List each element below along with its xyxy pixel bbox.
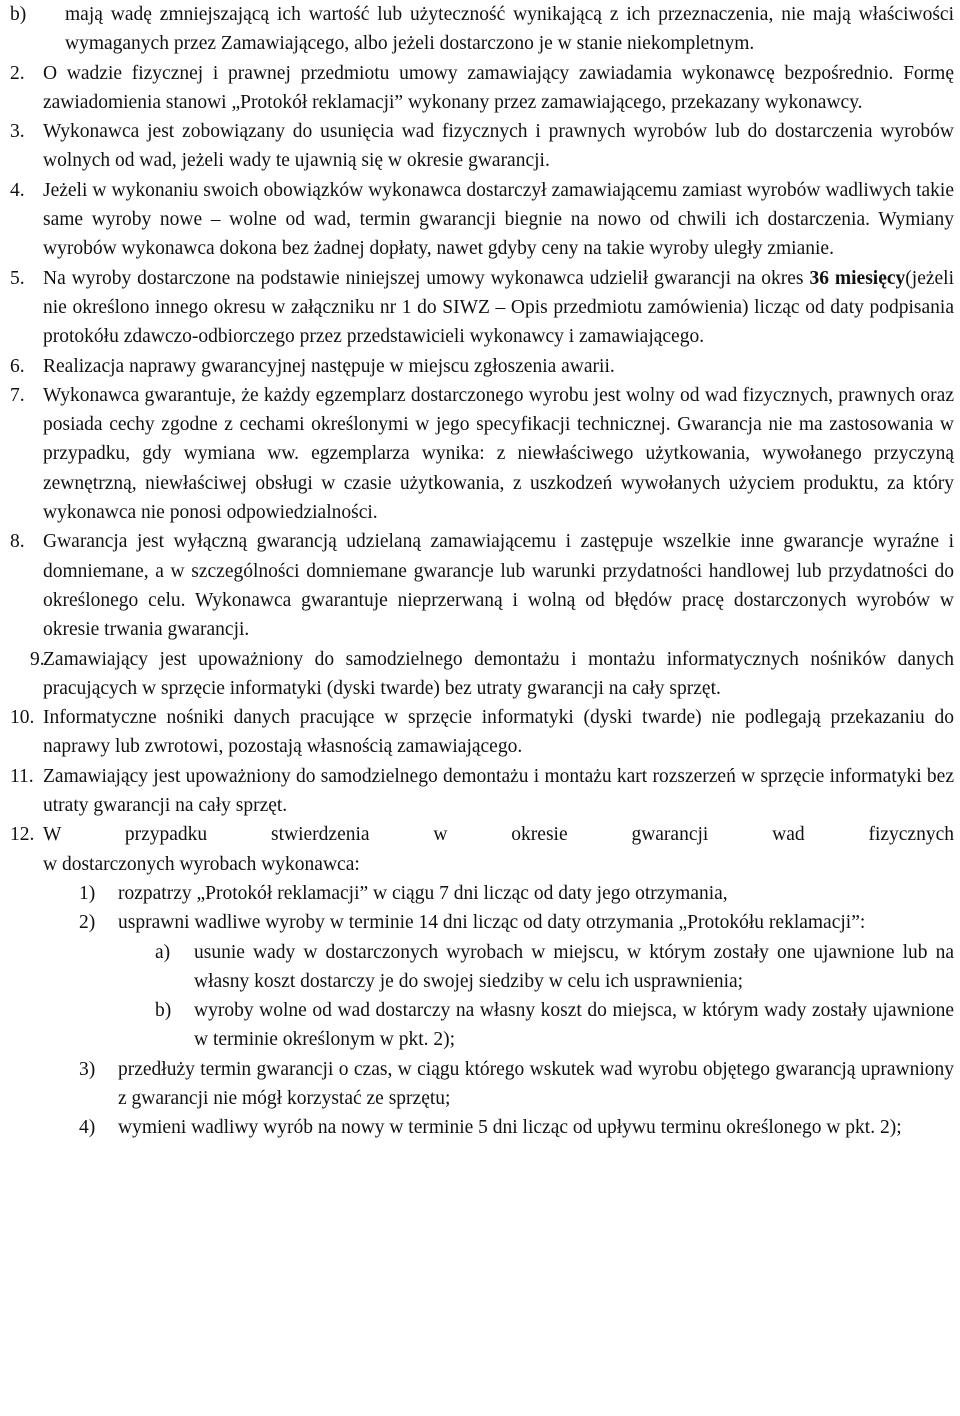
clause-4	[10, 176, 954, 264]
clause-text-before: Na wyroby dostarczone na podstawie niniejszej umowy wykonawca udzielił gwarancji na okres	[43, 267, 810, 289]
clause-text-line2: w dostarczonych wyrobach wykonawca:	[43, 853, 360, 875]
warranty-period: 36 miesięcy	[809, 267, 906, 289]
clause-label: b)	[10, 4, 27, 25]
subclause-letter: a)	[155, 941, 171, 963]
clause-number: 5.	[10, 267, 25, 289]
clause-5	[10, 264, 954, 352]
subclause-2	[10, 908, 954, 937]
subclause-2b	[10, 996, 954, 1055]
clause-number: 7.	[10, 384, 25, 406]
clause-text: Zamawiający jest upoważniony do samodzielnego demontażu i montażu informatycznych nośników danych pracujących w sprzęcie informatyki (dyski twarde) bez utraty gwarancji na cały sprzęt.	[43, 648, 954, 699]
clause-3	[10, 117, 954, 176]
subclause-2a	[10, 938, 954, 997]
clause-6	[10, 352, 954, 381]
clause-number: 4.	[10, 179, 25, 201]
clause-text-after: (jeżeli nie określono innego okresu w załączniku nr 1 do SIWZ – Opis przedmiotu zamówienia) licząc od daty podpisania protokółu zdawczo-odbiorczego przez przedstawicieli wykonawcy i zamawiającego.	[43, 267, 954, 348]
subclause-text: rozpatrzy „Protokół reklamacji” w ciągu 7 dni licząc od daty jego otrzymania,	[118, 882, 728, 904]
clause-8	[10, 527, 954, 644]
clause-7	[10, 381, 954, 527]
clause-2	[10, 59, 954, 118]
clause-number: 11.	[10, 765, 34, 787]
clause-text: Informatyczne nośniki danych pracujące w sprzęcie informatyki (dyski twarde) nie podlegają przekazaniu do naprawy lub zwrotowi, pozostają własnością zamawiającego.	[43, 707, 954, 758]
subclause-text: wymieni wadliwy wyrób na nowy w terminie 5 dni licząc od upływu terminu określonego w pkt. 2);	[118, 1117, 902, 1139]
subclause-number: 4)	[79, 1117, 96, 1139]
subclause-3	[10, 1055, 954, 1114]
subclause-text: przedłuży termin gwarancji o czas, w ciągu którego wskutek wad wyrobu objętego gwarancją uprawniony z gwarancji nie mógł korzystać ze sprzętu;	[118, 1058, 954, 1109]
clause-number: 2.	[10, 62, 25, 84]
clause-text: Zamawiający jest upoważniony do samodzielnego demontażu i montażu kart rozszerzeń w sprzęcie informatyki bez utraty gwarancji na cały sprzęt.	[43, 765, 954, 817]
subclause-number: 1)	[79, 882, 96, 904]
subclause-text: usunie wady w dostarczonych wyrobach w miejscu, w którym zostały one ujawnione lub na własny koszt dostarczy je do swojej siedziby w celu ich usprawnienia;	[194, 941, 954, 992]
clause-text: Realizacja naprawy gwarancyjnej następuje w miejscu zgłoszenia awarii.	[43, 355, 615, 377]
subclause-number: 3)	[79, 1058, 96, 1080]
clause-text-line1: W przypadku stwierdzenia w okresie gwarancji wad fizycznych	[43, 824, 954, 846]
subclause-letter: b)	[155, 1000, 172, 1022]
subclause-number: 2)	[79, 912, 96, 934]
clause-text: Jeżeli w wykonaniu swoich obowiązków wykonawca dostarczył zamawiającemu zamiast wyrobów wadliwych takie same wyroby nowe – wolne od wad, termin gwarancji biegnie na nowo od chwili ich dostarczenia. Wymiany wyrobów wykonawca dokona bez żadnej dopłaty, nawet gdyby ceny na takie wyroby uległy zmianie.	[43, 179, 954, 260]
clause-text: O wadzie fizycznej i prawnej przedmiotu umowy zamawiający zawiadamia wykonawcę bezpośrednio. Formę zawiadomienia stanowi „Protokół reklamacji” wykonany przez zamawiającego, przekazany wykonawcy.	[43, 62, 954, 113]
clause-text: mają wadę zmniejszającą ich wartość lub użyteczność wynikającą z ich przeznaczenia, nie mają właściwości wymaganych przez Zamawiającego, albo jeżeli dostarczono je w stanie niekompletnym.	[65, 4, 954, 55]
clause-text: Wykonawca gwarantuje, że każdy egzemplarz dostarczonego wyrobu jest wolny od wad fizycznych, prawnych oraz posiada cechy zgodne z cechami określonymi w jego specyfikacji technicznej. Gwarancja nie ma zastosowania w przypadku, gdy wymiana ww. egzemplarza wynika: z niewłaściwego użytkowania, wywołanego przyczyną zewnętrzną, niewłaściwej obsługi w czasie użytkowania, z uszkodzeń wywołanych użyciem produktu, za który wykonawca nie ponosi odpowiedzialności.	[43, 384, 954, 524]
subclause-1	[10, 879, 954, 908]
clause-11	[10, 762, 954, 821]
clause-number: 3.	[10, 121, 25, 143]
clause-number: 9.	[30, 648, 45, 670]
clause-intro-b	[10, 0, 954, 59]
subclause-text: usprawni wadliwe wyroby w terminie 14 dni licząc od daty otrzymania „Protokółu reklamacji”:	[118, 912, 866, 934]
clause-number: 10.	[10, 707, 35, 729]
clause-text: Gwarancja jest wyłączną gwarancją udzielaną zamawiającemu i zastępuje wszelkie inne gwarancje wyraźne i domniemane, a w szczególności domniemane gwarancje lub warunki przydatności handlowej lub przydatności do określonego celu. Wykonawca gwarantuje nieprzerwaną i wolną od błędów pracę dostarczonych wyrobów w okresie trwania gwarancji.	[43, 531, 954, 641]
subclause-4	[10, 1113, 954, 1142]
clause-number: 12.	[10, 824, 35, 846]
clause-text: Wykonawca jest zobowiązany do usunięcia wad fizycznych i prawnych wyrobów lub do dostarczenia wyrobów wolnych od wad, jeżeli wady te ujawnią się w okresie gwarancji.	[43, 121, 954, 172]
clause-10	[10, 703, 954, 762]
clause-12	[10, 820, 954, 879]
clause-number: 8.	[10, 531, 25, 553]
subclause-text: wyroby wolne od wad dostarczy na własny koszt do miejsca, w którym wady zostały ujawnione w terminie określonym w pkt. 2);	[194, 1000, 954, 1051]
clause-number: 6.	[10, 355, 25, 377]
clause-9	[10, 645, 954, 704]
